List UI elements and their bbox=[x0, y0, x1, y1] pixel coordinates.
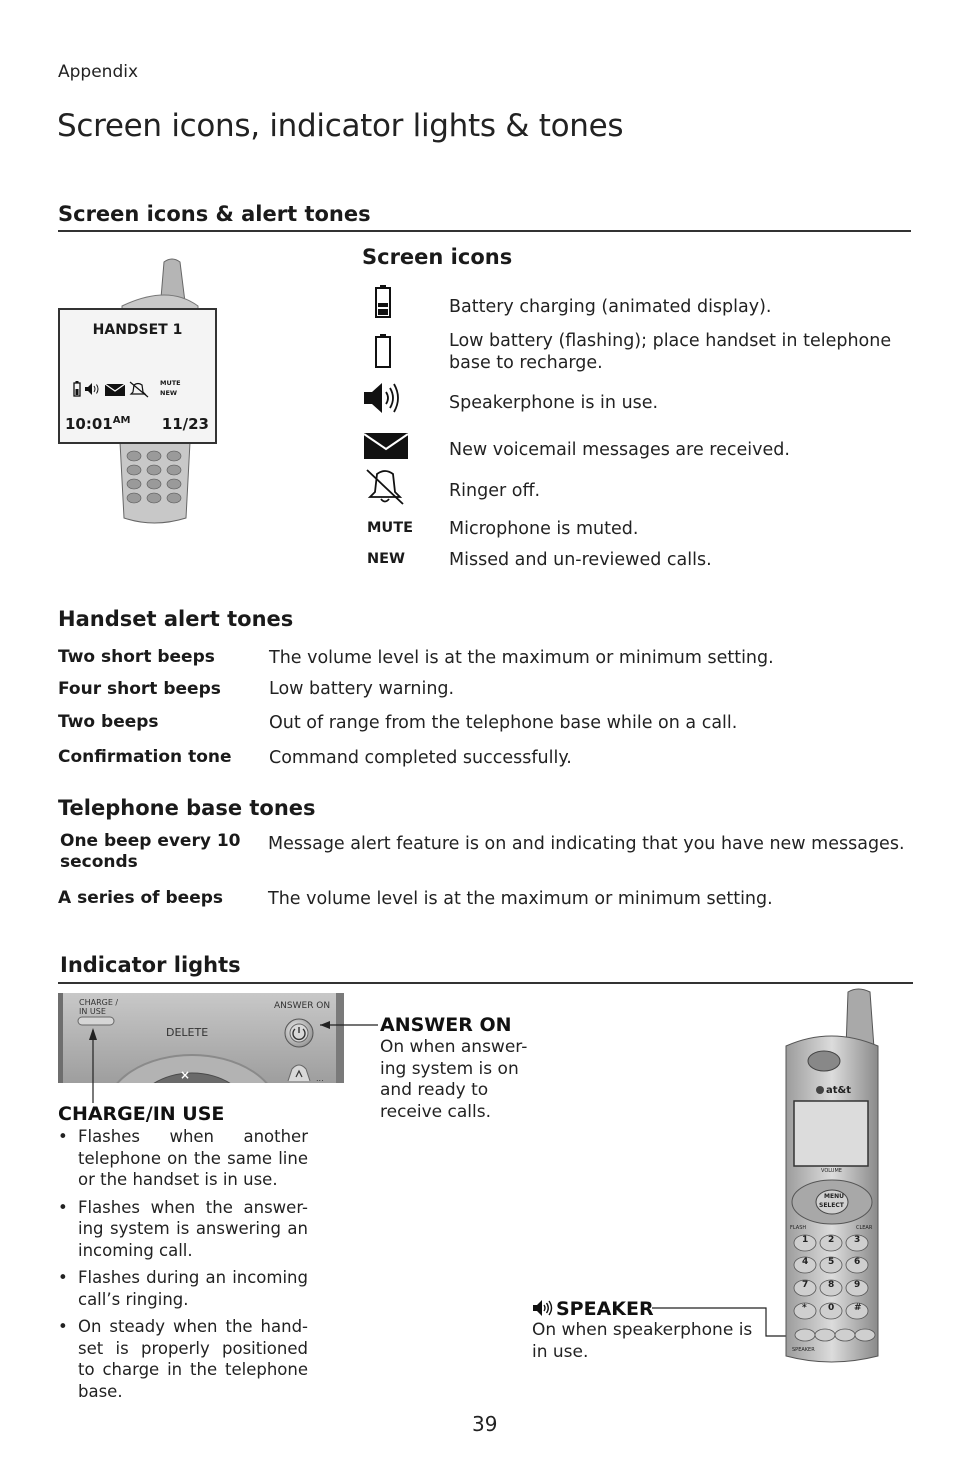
delete-x-icon: × bbox=[180, 1068, 191, 1082]
key-8: 8 bbox=[828, 1280, 835, 1290]
base-tones-heading: Telephone base tones bbox=[58, 796, 316, 820]
list-item: • Flashes during an incoming call’s ringing. bbox=[58, 1267, 308, 1310]
mute-icon-label: MUTE bbox=[367, 520, 413, 536]
section-label: Appendix bbox=[58, 62, 139, 82]
speaker-text: On when speakerphone is in use. bbox=[532, 1320, 753, 1362]
tone-description: Message alert feature is on and indicating that you have new messages. bbox=[268, 834, 905, 854]
key-9: 9 bbox=[854, 1280, 861, 1290]
tone-name: A series of beeps bbox=[58, 888, 224, 908]
list-item: • On steady when the hand-set is properly positioned to charge in the telephone base. bbox=[58, 1316, 308, 1402]
key-5: 5 bbox=[828, 1257, 835, 1267]
icon-description: Low battery (flashing); place handset in telephone base to recharge. bbox=[449, 331, 892, 373]
page-title: Screen icons, indicator lights & tones bbox=[57, 108, 624, 144]
section-rule bbox=[58, 230, 911, 232]
key-6: 6 bbox=[854, 1257, 861, 1267]
key-0: 0 bbox=[828, 1303, 835, 1313]
speaker-icon bbox=[362, 380, 406, 416]
key-3: 3 bbox=[854, 1235, 861, 1245]
key-4: 4 bbox=[802, 1257, 809, 1267]
tone-name: One beep every 10 seconds bbox=[60, 831, 241, 872]
answer-on-title: ANSWER ON bbox=[380, 1014, 512, 1036]
handset-screen bbox=[58, 308, 217, 444]
section-rule bbox=[58, 982, 913, 984]
answer-on-label: ANSWER ON bbox=[274, 1001, 331, 1011]
key-2: 2 bbox=[828, 1235, 835, 1245]
select-label: SELECT bbox=[819, 1202, 844, 1209]
key-star: * bbox=[802, 1303, 807, 1313]
screen-icons-heading: Screen icons & alert tones bbox=[58, 202, 371, 226]
new-icon-label: NEW bbox=[367, 551, 406, 567]
brand-logo: at&t bbox=[826, 1085, 852, 1096]
answer-on-text: On when answer-ing system is on and ready to receive calls. bbox=[380, 1037, 528, 1122]
display-time: 10:01 bbox=[65, 415, 113, 433]
handset-tones-heading: Handset alert tones bbox=[58, 607, 294, 631]
handset-name: HANDSET 1 bbox=[92, 322, 183, 338]
tone-name: Confirmation tone bbox=[58, 747, 232, 767]
handset-display-illustration bbox=[58, 256, 218, 531]
clear-label: CLEAR bbox=[856, 1225, 873, 1231]
key-1: 1 bbox=[802, 1235, 809, 1245]
flash-label: FLASH bbox=[790, 1225, 807, 1231]
speaker-title: SPEAKER bbox=[556, 1298, 654, 1320]
display-date: 11/23 bbox=[161, 415, 209, 433]
tone-name: Two short beeps bbox=[58, 647, 215, 667]
charge-in-use-label: CHARGE / IN USE bbox=[79, 998, 119, 1016]
icon-description: Speakerphone is in use. bbox=[449, 393, 659, 413]
base-unit-illustration bbox=[58, 993, 344, 1083]
delete-label: DELETE bbox=[166, 1026, 209, 1039]
ringer-off-icon bbox=[363, 466, 407, 506]
key-hash: # bbox=[854, 1303, 862, 1313]
tone-description: The volume level is at the maximum or minimum setting. bbox=[269, 648, 774, 668]
new-label: NEW bbox=[160, 389, 178, 397]
envelope-icon bbox=[363, 432, 409, 460]
speaker-icon bbox=[532, 1298, 554, 1318]
charge-in-use-list bbox=[58, 1126, 308, 1408]
icon-description: Missed and un-reviewed calls. bbox=[449, 550, 712, 570]
cordless-handset-illustration bbox=[776, 986, 886, 1366]
indicator-lights-heading: Indicator lights bbox=[60, 953, 241, 977]
screen-icons-subheading: Screen icons bbox=[362, 245, 513, 269]
charge-in-use-title: CHARGE/IN USE bbox=[58, 1103, 225, 1125]
page-number: 39 bbox=[472, 1412, 498, 1436]
speaker-key-label: SPEAKER bbox=[792, 1347, 815, 1353]
tone-description: The volume level is at the maximum or minimum setting. bbox=[268, 889, 773, 909]
svg-text:...: ... bbox=[316, 1074, 324, 1083]
tone-name: Four short beeps bbox=[58, 679, 221, 699]
icon-description: Battery charging (animated display). bbox=[449, 297, 772, 317]
display-time-suffix: AM bbox=[112, 415, 131, 426]
volume-label: VOLUME bbox=[821, 1168, 842, 1174]
list-item: • Flashes when another telephone on the same line or the handset is in use. bbox=[58, 1126, 308, 1191]
mute-label: MUTE bbox=[160, 379, 181, 387]
icon-description: New voicemail messages are received. bbox=[449, 440, 790, 460]
icon-description: Ringer off. bbox=[449, 481, 541, 501]
icon-description: Microphone is muted. bbox=[449, 519, 639, 539]
tone-description: Command completed successfully. bbox=[269, 748, 572, 768]
status-icons-row bbox=[72, 380, 158, 398]
tone-description: Low battery warning. bbox=[269, 679, 455, 699]
battery-charging-icon bbox=[364, 284, 408, 320]
list-item: • Flashes when the answer-ing system is answering an incoming call. bbox=[58, 1197, 308, 1262]
key-7: 7 bbox=[802, 1280, 809, 1290]
menu-label: MENU bbox=[824, 1193, 844, 1200]
tone-description: Out of range from the telephone base while on a call. bbox=[269, 713, 738, 733]
battery-low-icon bbox=[364, 331, 408, 371]
tone-name: Two beeps bbox=[58, 712, 159, 732]
